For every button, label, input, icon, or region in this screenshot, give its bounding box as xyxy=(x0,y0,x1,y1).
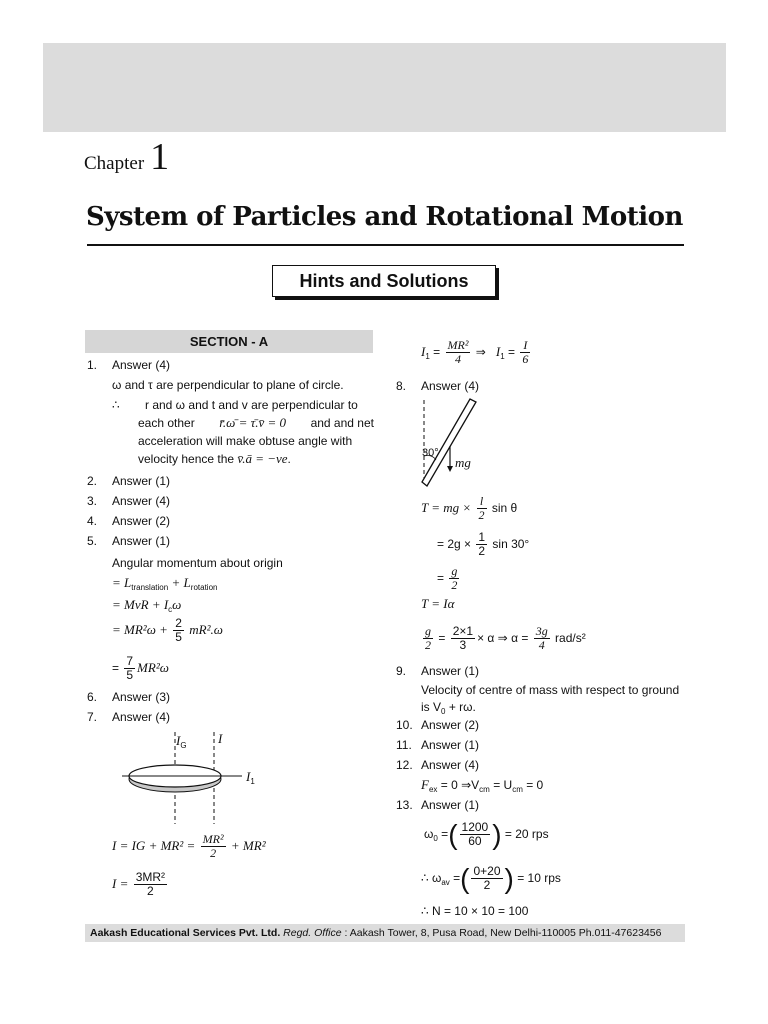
q11-number: 11. xyxy=(396,738,412,752)
q6-number: 6. xyxy=(87,690,98,704)
q9-line2-sub: 0 xyxy=(441,707,446,716)
q7-number: 7. xyxy=(87,710,98,724)
rt-den: 4 xyxy=(454,352,461,367)
q5-eq4 xyxy=(112,654,169,682)
q13-eq1-eq: = xyxy=(441,827,449,841)
q7-label-i1-text: I xyxy=(246,769,251,784)
rt-frac2 xyxy=(520,339,530,366)
rt-lhs-sub: 1 xyxy=(425,352,430,361)
q13-eq1-lhs: ω xyxy=(424,827,434,841)
rt-lhs2-sub: 1 xyxy=(500,352,505,361)
q8-eq5-num1: g xyxy=(425,624,431,639)
q13-eq2-sub: av xyxy=(441,878,450,887)
q7-eq1-rhs: + MR² xyxy=(230,838,266,853)
q13-eq2-num: 0+20 xyxy=(473,864,501,879)
q8-eq5-frac2 xyxy=(451,625,475,652)
footer-address: : Aakash Tower, 8, Pusa Road, New Delhi-110005 Ph.011-47623456 xyxy=(344,927,662,939)
q8-eq2-lhs: = 2g × xyxy=(437,537,472,551)
q8-eq2-num: 1 xyxy=(478,530,486,545)
q4-answer: Answer (2) xyxy=(112,514,171,528)
q8-mg-label: mg xyxy=(455,455,471,470)
q13-eq2-frac xyxy=(471,865,502,892)
q10-answer: Answer (2) xyxy=(421,718,480,732)
page-footer xyxy=(85,924,685,942)
q4-number: 4. xyxy=(87,514,98,528)
q7-eq1-lhs: I = IG + MR² = xyxy=(112,838,196,853)
q1-line2: r and ω and t and v are perpendicular to xyxy=(145,398,358,412)
q11-answer: Answer (1) xyxy=(421,738,480,752)
q5-eq1 xyxy=(112,576,217,595)
q1-line5-eq: v̄.ā = −ve xyxy=(237,451,288,466)
q8-eq4: T = Iα xyxy=(421,596,455,611)
q7-eq1-frac xyxy=(201,833,226,860)
q7-eq2 xyxy=(112,870,169,898)
rt-frac1 xyxy=(446,339,471,366)
q5-eq4-lhs: = xyxy=(112,661,120,675)
q8-eq1-den: 2 xyxy=(478,508,485,523)
q7-label-ig-sub: G xyxy=(180,741,187,750)
q8-eq2-frac xyxy=(476,531,487,558)
q13-eq1-den: 60 xyxy=(468,834,482,849)
rt-den2: 6 xyxy=(522,352,529,367)
q5-eq2 xyxy=(112,598,181,617)
q1-line3 xyxy=(138,416,374,430)
q13-eq2-eq: = xyxy=(453,871,461,885)
rt-num2: I xyxy=(520,339,530,353)
q8-rod-figure xyxy=(418,396,508,490)
q1-line3-a: each other xyxy=(138,416,195,430)
title-rule xyxy=(87,244,684,246)
q8-eq3-lhs: = xyxy=(437,571,445,585)
q8-eq2-rhs: sin 30° xyxy=(492,537,530,551)
right-top-eq xyxy=(421,338,532,371)
q13-eq1-sub: 0 xyxy=(433,834,438,843)
q5-eq3-den: 5 xyxy=(175,630,182,645)
q13-number: 13. xyxy=(396,798,413,812)
q7-eq2-lhs: I = xyxy=(112,876,129,891)
q5-eq2-main: = MvR + I xyxy=(112,597,169,612)
q8-eq1-rhs: sin θ xyxy=(491,501,518,515)
q3-number: 3. xyxy=(87,494,98,508)
q8-eq5-num3: 3g xyxy=(535,624,548,639)
q5-answer: Answer (1) xyxy=(112,534,171,548)
q13-eq2-pre: ∴ ω xyxy=(421,871,442,885)
q13-eq2-den: 2 xyxy=(483,878,491,893)
q8-number: 8. xyxy=(396,379,407,393)
q8-eq5 xyxy=(421,624,586,652)
q1-line5-a: velocity hence the xyxy=(138,452,235,466)
q12-number: 12. xyxy=(396,758,413,772)
q8-eq5-frac1 xyxy=(423,625,433,652)
q5-eq3 xyxy=(112,616,223,644)
q5-eq2-end: ω xyxy=(172,597,182,612)
q8-answer: Answer (4) xyxy=(421,379,480,393)
q6-answer: Answer (3) xyxy=(112,690,171,704)
q1-line3-eq: r̄.ω̄ = τ̄.v̄ = 0 xyxy=(219,415,287,430)
q13-eq1-lparen: ( xyxy=(448,818,458,850)
q13-eq2-lparen: ( xyxy=(460,862,470,894)
q5-eq3-frac xyxy=(173,617,184,644)
q12-eq-s2: cm xyxy=(479,785,490,794)
header-banner xyxy=(43,43,726,132)
q7-eq2-frac xyxy=(134,871,167,898)
q9-line2 xyxy=(421,700,476,719)
q1-line5-b: . xyxy=(287,452,291,466)
q12-eq xyxy=(421,778,543,797)
q7-label-ig xyxy=(176,734,187,753)
q1-therefore: ∴ xyxy=(112,398,120,412)
q8-eq5-den1: 2 xyxy=(425,638,431,653)
q7-eq1-num: MR² xyxy=(202,832,224,847)
rt-lhs: I xyxy=(421,344,426,359)
q9-answer: Answer (1) xyxy=(421,664,480,678)
q13-eq3: ∴ N = 10 × 10 = 100 xyxy=(421,904,529,918)
q13-eq1-num: 1200 xyxy=(461,820,489,835)
q1-answer: Answer (4) xyxy=(112,358,171,372)
q8-eq2 xyxy=(437,530,529,558)
q8-eq3-den: 2 xyxy=(451,578,458,593)
q7-eq1-den: 2 xyxy=(210,846,217,861)
page-title: System of Particles and Rotational Motion xyxy=(86,202,683,232)
q13-eq1 xyxy=(424,818,549,855)
q7-eq2-den: 2 xyxy=(147,884,154,899)
q5-eq1-lhs: = L xyxy=(112,575,132,590)
q9-line2-end: + rω. xyxy=(448,700,476,714)
q5-eq4-num: 7 xyxy=(126,654,134,669)
q1-line1: ω and τ are perpendicular to plane of circle. xyxy=(112,378,344,392)
q9-line2-a: is V xyxy=(421,700,442,714)
q7-label-i: I xyxy=(218,731,223,746)
footer-company: Aakash Educational Services Pvt. Ltd. xyxy=(90,927,281,939)
q8-eq5-frac3 xyxy=(534,625,550,652)
q5-line1: Angular momentum about origin xyxy=(112,556,283,570)
q8-eq5-num2: 2×1 xyxy=(452,624,474,639)
q7-eq1 xyxy=(112,832,266,860)
q8-eq1 xyxy=(421,494,517,522)
q1-line4: acceleration will make obtuse angle with xyxy=(138,434,353,448)
chapter-label xyxy=(84,135,169,179)
chapter-number: 1 xyxy=(150,136,170,178)
q9-number: 9. xyxy=(396,664,407,678)
q12-eq-m2: = U xyxy=(493,778,513,792)
q8-eq1-num: l xyxy=(477,495,487,509)
q5-eq3-lhs: = MR²ω + xyxy=(112,622,168,637)
q9-line1: Velocity of centre of mass with respect to ground xyxy=(421,683,680,697)
q2-number: 2. xyxy=(87,474,98,488)
q8-eq2-den: 2 xyxy=(478,544,486,559)
q5-eq3-rhs: mR².ω xyxy=(189,622,223,637)
q5-eq3-num: 2 xyxy=(175,616,182,631)
q13-eq1-frac xyxy=(460,821,491,848)
q1-line5 xyxy=(138,452,291,466)
q12-eq-s3: cm xyxy=(512,785,523,794)
q8-eq3 xyxy=(437,564,461,592)
q5-eq2-sub: c xyxy=(168,605,173,614)
q12-eq-end: = 0 xyxy=(526,778,544,792)
q5-eq1-plus: + L xyxy=(171,575,191,590)
q13-eq2-rhs: = 10 rps xyxy=(517,871,561,885)
q8-eq5-den3: 4 xyxy=(538,638,545,653)
hints-heading: Hints and Solutions xyxy=(272,265,496,297)
q13-answer: Answer (1) xyxy=(421,798,480,812)
rt-eq: = xyxy=(433,345,441,359)
q1-line3-b: and and net xyxy=(310,416,374,430)
q5-eq4-den: 5 xyxy=(126,668,134,683)
q13-eq1-rhs: = 20 rps xyxy=(504,827,549,841)
chapter-word: Chapter xyxy=(84,153,145,174)
q7-label-i1-sub: 1 xyxy=(250,777,255,786)
q7-eq2-num: 3MR² xyxy=(135,870,166,885)
q7-label-i1 xyxy=(246,770,255,789)
q7-answer: Answer (4) xyxy=(112,710,171,724)
footer-regd: Regd. Office xyxy=(283,927,342,939)
section-heading: SECTION - A xyxy=(85,330,373,353)
q8-angle-label: 30° xyxy=(422,447,439,459)
q5-eq1-sub2: rotation xyxy=(190,583,218,592)
q5-eq4-rhs: MR²ω xyxy=(137,660,169,675)
q12-eq-m1: = 0 ⇒V xyxy=(440,778,480,792)
q12-eq-f: F xyxy=(421,777,429,792)
q8-eq3-frac xyxy=(449,565,459,592)
q13-eq2-rparen: ) xyxy=(504,862,514,894)
q8-eq5-den2: 3 xyxy=(459,638,467,653)
q8-eq1-lhs: T = mg × xyxy=(421,500,472,515)
rt-eq2: = xyxy=(508,345,516,359)
q12-eq-s1: ex xyxy=(428,785,438,794)
q8-eq1-frac xyxy=(477,495,487,522)
rt-arrow: ⇒ xyxy=(475,345,486,359)
q8-eq3-num: g xyxy=(451,564,458,579)
q5-eq4-frac xyxy=(124,655,135,682)
q7-label-ig-text: I xyxy=(176,733,181,748)
q10-number: 10. xyxy=(396,718,413,732)
q12-answer: Answer (4) xyxy=(421,758,480,772)
q2-answer: Answer (1) xyxy=(112,474,171,488)
q8-eq5-eq: = xyxy=(438,631,446,645)
rt-num: MR² xyxy=(447,338,469,353)
q8-rod xyxy=(422,399,476,486)
q8-arrowhead xyxy=(447,466,453,472)
rt-lhs2: I xyxy=(495,344,501,359)
q13-eq2 xyxy=(421,862,561,899)
q3-answer: Answer (4) xyxy=(112,494,171,508)
q5-number: 5. xyxy=(87,534,98,548)
q8-eq5-mid: × α ⇒ α = xyxy=(477,631,529,645)
q5-eq1-sub1: translation xyxy=(131,583,169,592)
q1-number: 1. xyxy=(87,358,98,372)
q13-eq1-rparen: ) xyxy=(492,818,502,850)
q8-eq5-unit: rad/s² xyxy=(555,631,586,645)
